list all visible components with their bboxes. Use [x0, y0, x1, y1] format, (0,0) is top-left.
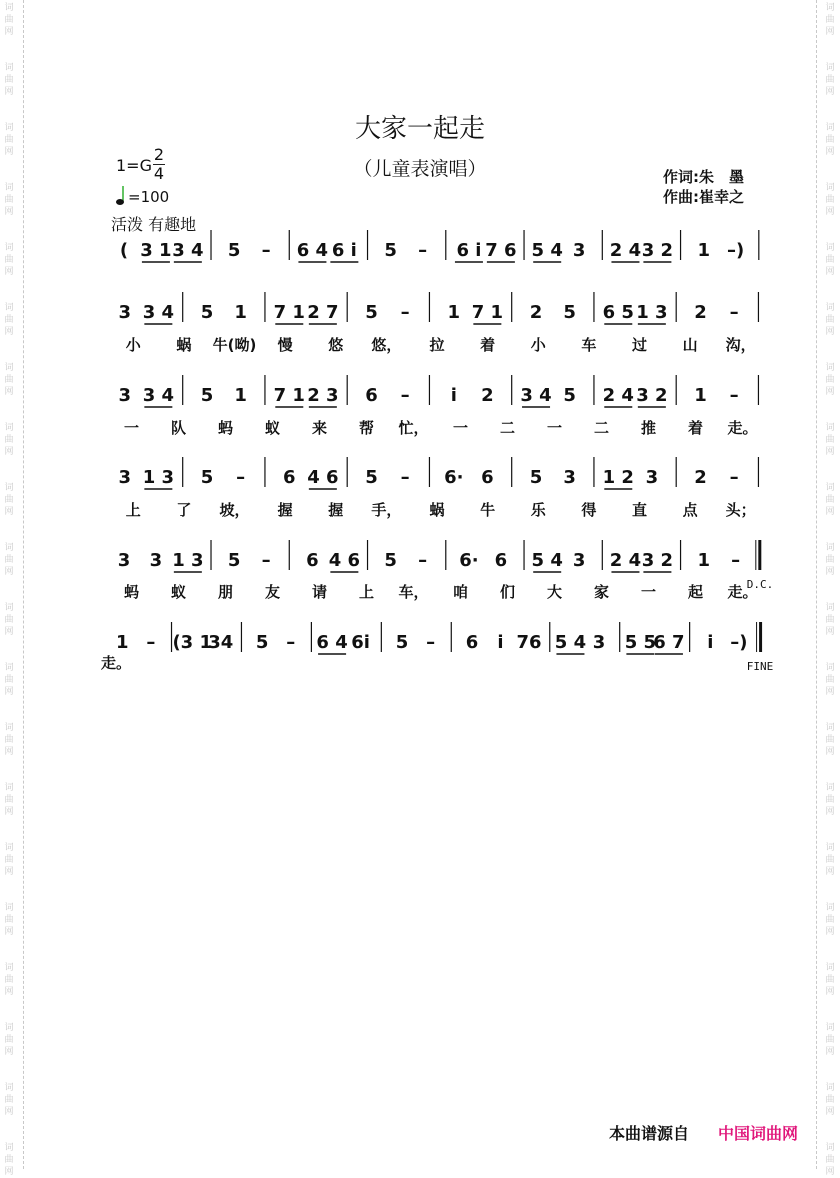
note-group: 1: [447, 302, 461, 323]
lyric-syllable: 直: [631, 501, 647, 519]
note-group: 5: [227, 240, 241, 261]
note-group: 2: [529, 302, 543, 323]
note-group: 5 4: [531, 550, 563, 571]
note-group: 4 6: [328, 550, 361, 571]
note-group: 3 1: [140, 240, 172, 261]
song-title: 大家一起走: [354, 114, 485, 144]
lyric-syllable: 走。: [100, 654, 132, 672]
watermark-text: 词 曲 网: [4, 663, 14, 697]
lyric-syllable: 握: [328, 501, 344, 519]
note-group: –): [727, 240, 745, 261]
note-group: i: [497, 632, 504, 653]
note-group: 6 5: [602, 302, 634, 323]
watermark-text: 词 曲 网: [825, 603, 835, 637]
note-group: –: [236, 467, 246, 488]
note-group: 3 4: [172, 240, 204, 261]
note-group: 76: [516, 632, 542, 653]
watermark-text: 词 曲 网: [825, 1083, 835, 1117]
lyric-syllable: 家: [593, 583, 610, 601]
lyric-syllable: 们: [499, 583, 516, 601]
lyric-syllable: 慢: [277, 336, 293, 354]
note-group: 5: [255, 632, 269, 653]
note-group: –: [418, 240, 428, 261]
lyric-syllable: 蚂: [217, 419, 234, 437]
note-group: 1: [234, 302, 247, 323]
footer-source-text: 本曲谱源自: [609, 1124, 690, 1143]
lyric-syllable: 二: [593, 419, 610, 437]
watermark-text: 词 曲 网: [4, 903, 14, 937]
lyric-syllable: 走。: [727, 419, 758, 437]
lyric-syllable: 山: [682, 336, 698, 354]
time-signature-numerator: 2: [153, 145, 165, 164]
note-group: 1: [697, 240, 710, 261]
lyric-syllable: 一: [640, 583, 657, 601]
note-group: 2 4: [609, 550, 642, 571]
lyric-syllable: 了: [176, 501, 192, 519]
lyric-syllable: 牛: [480, 501, 496, 519]
note-group: 34: [208, 632, 234, 653]
note-group: 6 7: [653, 632, 685, 653]
lyric-syllable: 蜗: [429, 501, 445, 519]
note-group: 6: [465, 632, 479, 653]
lyric-syllable: 点: [682, 501, 698, 519]
lyric-syllable: 蜗: [176, 336, 192, 354]
watermark-text: 词 曲 网: [825, 183, 835, 217]
note-group: –: [146, 632, 156, 653]
note-group: –: [286, 632, 296, 653]
note-group: 6·: [444, 467, 464, 488]
watermark-text: 词 曲 网: [825, 723, 835, 757]
note-group: 7 1: [471, 302, 504, 323]
watermark-text: 词 曲 网: [4, 1083, 14, 1117]
note-group: –): [730, 632, 748, 653]
note-group: 3 2: [636, 385, 668, 406]
note-group: 4 6: [307, 467, 339, 488]
watermark-text: 词 曲 网: [825, 483, 835, 517]
lyric-syllable: 沟，: [725, 336, 756, 354]
note-group: 6: [365, 385, 378, 406]
watermark-text: 词 曲 网: [825, 1143, 835, 1177]
watermark-text: 词 曲 网: [4, 603, 14, 637]
lyric-syllable: 握: [277, 501, 293, 519]
note-group: 5: [563, 385, 576, 406]
watermark-text: 词 曲 网: [825, 243, 835, 277]
note-group: –: [261, 240, 271, 261]
note-group: 1: [116, 632, 129, 653]
note-group: 1 2: [602, 467, 634, 488]
lyric-syllable: 帮: [358, 419, 375, 437]
watermark-text: 词 曲 网: [825, 63, 835, 97]
note-group: 6 4: [296, 240, 329, 261]
note-group: 3: [118, 302, 132, 323]
watermark-text: 词 曲 网: [4, 543, 14, 577]
note-group: –: [729, 385, 739, 406]
lyric-syllable: 推: [640, 419, 657, 437]
note-group: 3: [572, 550, 586, 571]
lyric-syllable: 起: [687, 583, 704, 601]
watermark-text: 词 曲 网: [4, 1023, 14, 1057]
lyric-syllable: 小: [530, 336, 546, 354]
lyric-syllable: 一: [546, 419, 563, 437]
lyric-syllable: 拉: [429, 336, 445, 354]
lyric-syllable: 二: [499, 419, 516, 437]
watermark-text: 词 曲 网: [4, 423, 14, 457]
note-group: 5: [200, 302, 214, 323]
watermark-text: 词 曲 网: [4, 3, 14, 37]
note-group: 5: [395, 632, 409, 653]
note-group: 5: [200, 467, 214, 488]
watermark-text: 词 曲 网: [4, 303, 14, 337]
note-group: 6 i: [456, 240, 482, 261]
repeat-mark: FINE: [746, 660, 774, 673]
lyric-syllable: 走。: [727, 583, 758, 601]
watermark-text: 词 曲 网: [4, 783, 14, 817]
watermark-text: 词 曲 网: [825, 903, 835, 937]
lyric-syllable: 队: [170, 419, 187, 437]
note-group: 2: [694, 302, 707, 323]
note-group: –: [729, 302, 739, 323]
note-group: –: [400, 302, 410, 323]
note-group: 7 1: [273, 302, 305, 323]
watermark-text: 词 曲 网: [4, 843, 14, 877]
lyric-syllable: 头；: [725, 501, 756, 519]
note-group: 2: [481, 385, 494, 406]
lyric-syllable: 着: [687, 419, 704, 437]
note-group: (3 1: [172, 632, 212, 653]
composer-credit: 作曲:崔幸之: [663, 188, 744, 206]
note-group: 7 6: [485, 240, 517, 261]
lyric-syllable: 一: [452, 419, 469, 437]
note-group: 5: [200, 385, 214, 406]
note-group: 3: [117, 550, 131, 571]
lyric-syllable: 上: [358, 583, 375, 601]
lyric-syllable: 请: [311, 583, 328, 601]
note-group: 3: [118, 385, 132, 406]
lyric-syllable: 过: [631, 336, 647, 354]
note-group: 1 3: [636, 302, 668, 323]
note-group: 5: [384, 240, 397, 261]
note-group: 1 3: [142, 467, 175, 488]
note-group: 3: [592, 632, 606, 653]
lyric-syllable: 大: [546, 583, 563, 601]
note-group: 1: [694, 385, 707, 406]
watermark-text: 词 曲 网: [4, 723, 14, 757]
note-group: 3 4: [142, 302, 175, 323]
note-group: –: [400, 467, 410, 488]
watermark-text: 词 曲 网: [4, 63, 14, 97]
note-group: 2 4: [609, 240, 642, 261]
note-group: i: [707, 632, 714, 653]
watermark-text: 词 曲 网: [825, 123, 835, 157]
note-group: 3: [149, 550, 163, 571]
lyric-syllable: 上: [125, 501, 141, 519]
watermark-text: 词 曲 网: [825, 843, 835, 877]
watermark-text: 词 曲 网: [825, 303, 835, 337]
tempo-value: =100: [128, 188, 170, 206]
note-group: 5: [365, 302, 378, 323]
note-group: 3: [645, 467, 659, 488]
note-group: 1 3: [172, 550, 204, 571]
note-group: –: [400, 385, 410, 406]
watermark-text: 词 曲 网: [4, 123, 14, 157]
note-group: 5: [529, 467, 543, 488]
lyric-syllable: 忙，: [398, 419, 429, 437]
note-group: 3: [118, 467, 132, 488]
note-group: 5 4: [531, 240, 563, 261]
note-group: 6·: [459, 550, 479, 571]
lyric-syllable: 蚂: [123, 583, 140, 601]
note-group: 6i: [351, 632, 370, 653]
repeat-mark: D.C.: [746, 578, 774, 591]
note-group: –: [426, 632, 436, 653]
lyric-syllable: 得: [581, 501, 597, 519]
watermark-text: 词 曲 网: [4, 483, 14, 517]
footer-site-name: 中国词曲网: [718, 1124, 799, 1143]
key-signature: 1=G: [116, 156, 152, 175]
note-group: 5: [365, 467, 378, 488]
note-group: 6: [283, 467, 296, 488]
expression-marking: 活泼 有趣地: [111, 215, 197, 234]
note-group: 5: [563, 302, 576, 323]
time-signature-denominator: 4: [153, 164, 165, 183]
lyric-syllable: 小: [125, 336, 141, 354]
note-group: 3: [563, 467, 576, 488]
note-group: 2 7: [307, 302, 339, 323]
note-group: 3 2: [641, 550, 674, 571]
watermark-text: 词 曲 网: [4, 963, 14, 997]
note-group: –: [731, 550, 741, 571]
note-group: 3: [572, 240, 586, 261]
note-group: –: [261, 550, 271, 571]
lyric-syllable: 悠: [328, 336, 344, 354]
note-group: 5 4: [554, 632, 587, 653]
lyric-syllable: 悠，: [371, 336, 402, 354]
lyric-syllable: 手，: [371, 501, 402, 519]
note-group: (: [119, 240, 129, 261]
note-group: –: [729, 467, 739, 488]
note-group: 7 1: [273, 385, 305, 406]
lyric-syllable: 一: [123, 419, 140, 437]
lyric-syllable: 咱: [452, 583, 469, 601]
watermark-text: 词 曲 网: [825, 3, 835, 37]
note-group: 6: [306, 550, 319, 571]
watermark-text: 词 曲 网: [825, 543, 835, 577]
watermark-text: 词 曲 网: [825, 363, 835, 397]
note-group: 6 i: [331, 240, 357, 261]
watermark-text: 词 曲 网: [4, 243, 14, 277]
note-group: i: [450, 385, 457, 406]
lyric-syllable: 车: [581, 336, 597, 354]
note-group: 5 5: [624, 632, 657, 653]
note-group: 6: [481, 467, 494, 488]
watermark-text: 词 曲 网: [825, 963, 835, 997]
lyric-syllable: 蚁: [264, 419, 281, 437]
note-group: 3 2: [641, 240, 674, 261]
lyric-syllable: 牛(呦): [212, 336, 257, 354]
note-group: 1: [697, 550, 710, 571]
note-group: 2 4: [602, 385, 634, 406]
song-subtitle: （儿童表演唱）: [353, 158, 487, 180]
note-group: 5: [384, 550, 397, 571]
lyric-syllable: 蚁: [170, 583, 187, 601]
note-group: 2: [694, 467, 707, 488]
lyric-syllable: 坡，: [219, 501, 250, 519]
watermark-text: 词 曲 网: [825, 1023, 835, 1057]
note-group: 5: [227, 550, 241, 571]
lyricist-credit: 作词:朱 墨: [663, 168, 744, 186]
watermark-text: 词 曲 网: [4, 1143, 14, 1177]
note-group: 1: [234, 385, 247, 406]
watermark-text: 词 曲 网: [4, 363, 14, 397]
note-group: 2 3: [307, 385, 339, 406]
watermark-text: 词 曲 网: [825, 423, 835, 457]
watermark-text: 词 曲 网: [4, 183, 14, 217]
lyric-syllable: 车，: [398, 583, 429, 601]
lyric-syllable: 友: [264, 583, 281, 601]
lyric-syllable: 朋: [217, 583, 234, 601]
lyric-syllable: 着: [480, 336, 496, 354]
note-group: 6 4: [316, 632, 348, 653]
note-group: 3 4: [142, 385, 175, 406]
note-group: 6: [494, 550, 508, 571]
watermark-text: 词 曲 网: [825, 783, 835, 817]
note-group: 3 4: [520, 385, 552, 406]
lyric-syllable: 乐: [530, 501, 546, 519]
note-group: –: [418, 550, 428, 571]
lyric-syllable: 来: [311, 419, 328, 437]
watermark-text: 词 曲 网: [825, 663, 835, 697]
